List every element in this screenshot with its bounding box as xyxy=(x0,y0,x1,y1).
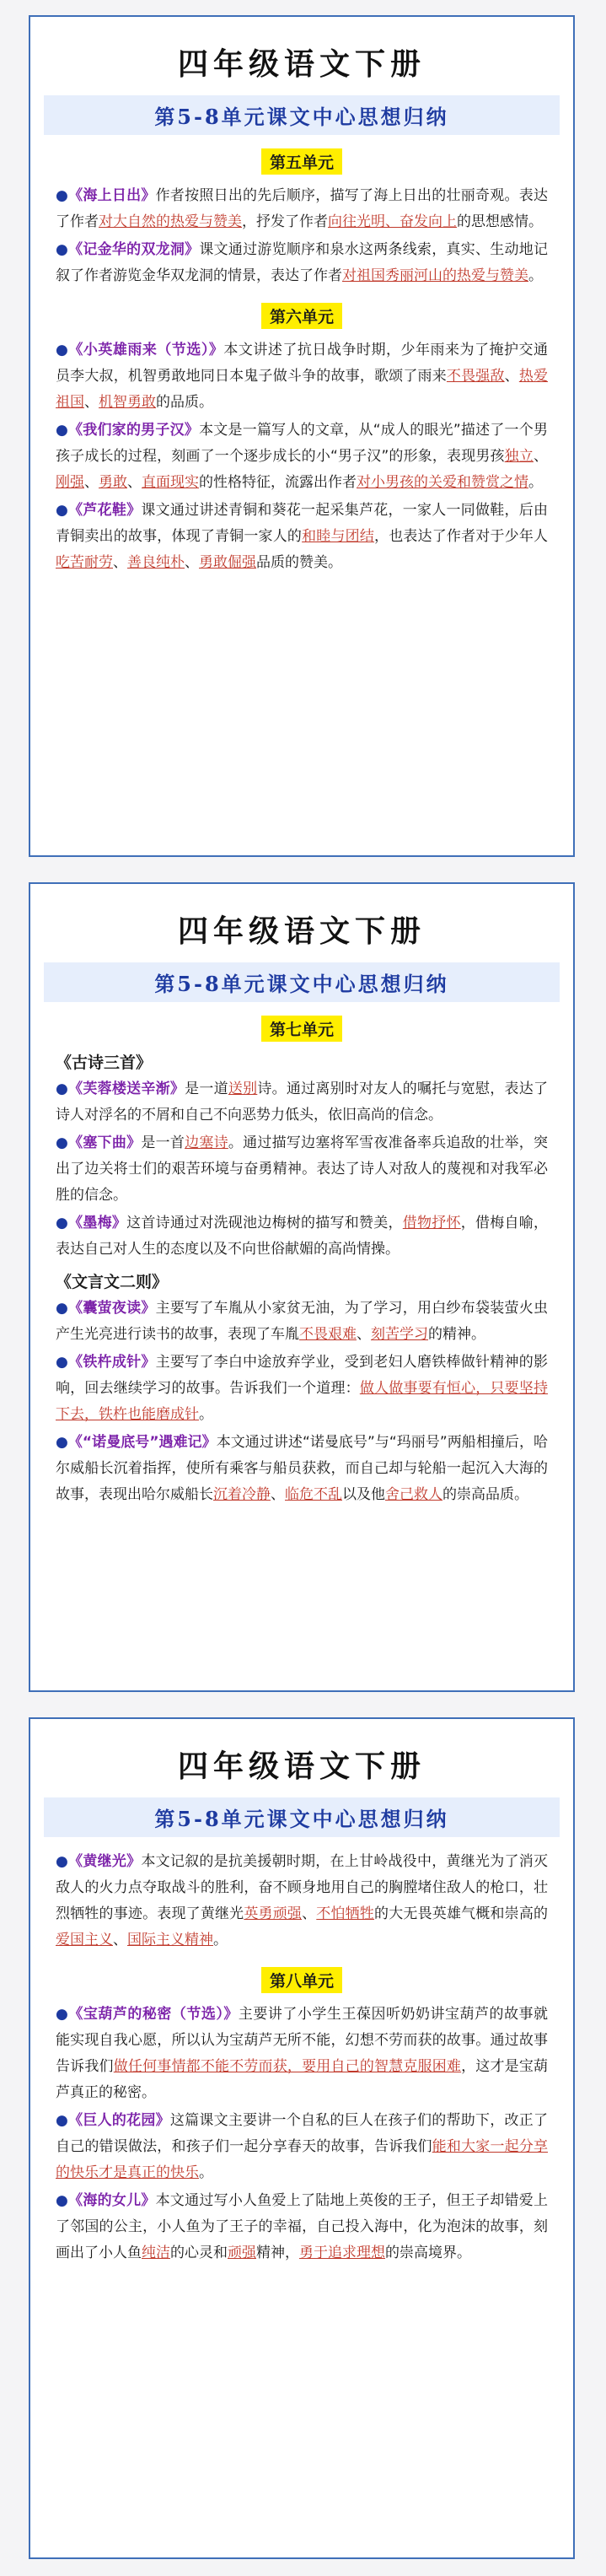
book-title: 《墨梅》 xyxy=(68,1215,127,1231)
summary-paragraph xyxy=(56,1210,548,1263)
body-text: 主要讲了小学生王葆因听奶奶讲宝葫芦的故事就能实现自我心愿，所以认为宝葫芦无所不能，幻想不劳而获的故事。通过故事告诉我们 xyxy=(56,2006,549,2075)
summary-paragraph xyxy=(56,337,548,416)
body-text: 诗。通过离别时对友人的嘱托与宽慰，表达了诗人对浮名的不屑和自己不向恶势力低头，依旧高尚的信念。 xyxy=(56,1081,549,1124)
summary-paragraph xyxy=(56,1350,548,1428)
highlight-phrase: 对祖国秀丽河山的热爱与赞美 xyxy=(342,267,528,284)
body-text: 本文记叙的是抗美援朝时期，在上甘岭战役中，黄继光为了消灭敌人的火力点夺取战斗的胜利，奋不顾身地用自己的胸膛堵住敌人的枪口，壮烈牺牲的事迹。表现了黄继光 xyxy=(56,1853,549,1922)
body-text: 、 xyxy=(127,474,142,491)
highlight-phrase: 英勇顽强 xyxy=(244,1905,303,1922)
book-title: 《黄继光》 xyxy=(68,1853,142,1870)
book-title: 《塞下曲》 xyxy=(68,1134,142,1151)
highlight-phrase: 独立 xyxy=(504,448,534,465)
body-text: 是一道 xyxy=(185,1081,228,1097)
unit-heading: 第六单元 xyxy=(261,303,342,329)
bullet-icon: ● xyxy=(56,1853,69,1870)
page-title: 四年级语文下册 xyxy=(177,1749,426,1784)
card-body xyxy=(56,1016,548,1508)
body-text: 、 xyxy=(504,368,519,385)
summary-paragraph xyxy=(56,2002,548,2106)
body-text: 、 xyxy=(84,474,99,491)
body-text: 本文讲述了抗日战争时期，少年雨来为了掩护交通员李大叔，机智勇敢地同日本鬼子做斗争的故事，歌颂了雨来 xyxy=(56,342,549,385)
bullet-icon: ● xyxy=(56,1215,69,1231)
book-title: 《铁杵成针》 xyxy=(68,1354,156,1371)
highlight-phrase: 和睦与团结 xyxy=(302,528,375,545)
book-title: 《巨人的花园》 xyxy=(68,2112,170,2129)
bullet-icon: ● xyxy=(56,2192,69,2209)
body-text: 。 xyxy=(199,2164,213,2181)
highlight-phrase: 不畏艰难 xyxy=(299,1326,357,1343)
unit-heading: 第五单元 xyxy=(261,148,342,175)
highlight-phrase: 做任何事情都不能不劳而获，要用自己的智慧克服困难 xyxy=(113,2058,462,2075)
body-text: 的崇高品质。 xyxy=(442,1486,528,1503)
highlight-phrase: 善良纯朴 xyxy=(127,554,185,571)
highlight-phrase: 借物抒怀 xyxy=(402,1215,461,1231)
body-text: 、 xyxy=(84,394,99,411)
bullet-icon: ● xyxy=(56,502,69,519)
card-1 xyxy=(29,15,575,857)
body-text: 的品质。 xyxy=(156,394,213,411)
book-title: 《囊萤夜读》 xyxy=(68,1300,156,1317)
body-text: 。 xyxy=(528,267,543,284)
highlight-phrase: 纯洁 xyxy=(142,2245,170,2261)
body-text: 的大无畏英雄气概和崇高的 xyxy=(374,1905,549,1922)
body-text: 主要写了李白中途放弃学业，受到老妇人磨铁棒做针精神的影响，回去继续学习的故事。告诉我们一个道理： xyxy=(56,1354,549,1397)
highlight-phrase: 吃苦耐劳 xyxy=(56,554,113,571)
body-text: 本文通过写小人鱼爱上了陆地上英俊的王子，但王子却错爱上了邻国的公主，小人鱼为了王子的幸福，自己投入海中，化为泡沫的故事，刻画出了小人鱼 xyxy=(56,2192,549,2261)
summary-paragraph xyxy=(56,1849,548,1954)
highlight-phrase: 直面现实 xyxy=(142,474,199,491)
highlight-phrase: 热爱祖国 xyxy=(56,368,549,411)
highlight-phrase: 爱国主义 xyxy=(56,1932,113,1948)
card-2 xyxy=(29,882,575,1692)
summary-paragraph xyxy=(56,237,548,289)
body-text: 、 xyxy=(113,1932,127,1948)
book-title: 《“诺曼底号”遇难记》 xyxy=(67,1434,217,1451)
body-text: ，也表达了作者对于少年人 xyxy=(374,528,549,545)
highlight-phrase: 沉着冷静 xyxy=(213,1486,271,1503)
body-text: 、 xyxy=(357,1326,371,1343)
page-subtitle: 第5-8单元课文中心思想归纳 xyxy=(44,962,560,1002)
body-text: 、 xyxy=(271,1486,285,1503)
bullet-icon: ● xyxy=(56,1300,69,1317)
unit-heading: 第八单元 xyxy=(261,1967,342,1993)
highlight-phrase: 向往光明、奋发向上 xyxy=(328,213,457,230)
body-text: ，这才是宝葫芦真正的秘密。 xyxy=(56,2058,549,2101)
summary-paragraph xyxy=(56,2188,548,2266)
highlight-phrase: 机智勇敢 xyxy=(99,394,156,411)
book-title: 《我们家的男子汉》 xyxy=(68,422,200,439)
highlight-phrase: 舍己救人 xyxy=(385,1486,442,1503)
body-text: 主要写了车胤从小家贫无油，为了学习，用白纱布袋装萤火虫产生光亮进行读书的故事，表现了车胤 xyxy=(56,1300,549,1343)
body-text: ，抒发了作者 xyxy=(242,213,328,230)
book-title: 《芦花鞋》 xyxy=(68,502,142,519)
book-title: 《小英雄雨来（节选）》 xyxy=(68,342,224,358)
page-subtitle: 第5-8单元课文中心思想归纳 xyxy=(44,1797,560,1837)
bullet-icon: ● xyxy=(56,187,69,204)
unit-heading: 第七单元 xyxy=(261,1016,342,1042)
summary-paragraph xyxy=(56,1130,548,1209)
summary-paragraph xyxy=(56,183,548,235)
highlight-phrase: 对小男孩的关爱和赞赏之情 xyxy=(357,474,528,491)
body-text: 课文通过游览顺序和泉水这两条线索，真实、生动地记叙了作者游览金华双龙洞的情景，表达了作者 xyxy=(56,241,549,284)
bullet-icon: ● xyxy=(56,2006,69,2023)
book-title: 《海上日出》 xyxy=(68,187,156,204)
highlight-phrase: 送别 xyxy=(228,1081,258,1097)
summary-paragraph xyxy=(56,498,548,576)
body-text: 本文通过讲述“诺曼底号”与“玛丽号”两船相撞后，哈尔威船长沉着指挥，使所有乘客与船员获救，而自己却与轮船一起沉入大海的故事，表现出哈尔威船长 xyxy=(56,1434,548,1503)
book-title: 《芙蓉楼送辛渐》 xyxy=(68,1081,185,1097)
body-text: 。通过描写边塞将军雪夜准备率兵追敌的壮举，突出了边关将士们的艰苦环境与奋勇精神。表达了诗人对敌人的蔑视和对我军必胜的信念。 xyxy=(56,1134,549,1204)
card-body xyxy=(56,148,548,576)
page-subtitle: 第5-8单元课文中心思想归纳 xyxy=(44,95,560,135)
body-text: 的心灵和 xyxy=(170,2245,228,2261)
highlight-phrase: 勇敢倔强 xyxy=(199,554,256,571)
body-text: 。 xyxy=(528,474,543,491)
highlight-phrase: 不怕牺牲 xyxy=(316,1905,375,1922)
page-title: 四年级语文下册 xyxy=(177,46,426,82)
highlight-phrase: 国际主义精神 xyxy=(127,1932,213,1948)
body-text: 、 xyxy=(185,554,199,571)
body-text: ，借梅自喻，表达自己对人生的态度以及不向世俗献媚的高尚情操。 xyxy=(56,1215,549,1258)
body-text: 的精神。 xyxy=(428,1326,485,1343)
highlight-phrase: 勇于追求理想 xyxy=(299,2245,385,2261)
body-text: 精神， xyxy=(256,2245,299,2261)
body-text: 是一首 xyxy=(141,1134,185,1151)
highlight-phrase: 刻苦学习 xyxy=(371,1326,428,1343)
body-text: 、 xyxy=(302,1905,317,1922)
highlight-phrase: 顽强 xyxy=(228,2245,256,2261)
highlight-phrase: 对大自然的热爱与赞美 xyxy=(99,213,242,230)
body-text: 本文是一篇写人的文章，从“成人的眼光”描述了一个男孩子成长的过程，刻画了一个逐步成长的小“男子汉”的形象，表现男孩 xyxy=(56,422,548,465)
bullet-icon: ● xyxy=(56,241,69,258)
card-body xyxy=(56,1849,548,2266)
bullet-icon: ● xyxy=(56,2112,69,2129)
summary-paragraph xyxy=(56,2108,548,2186)
highlight-phrase: 临危不乱 xyxy=(285,1486,342,1503)
section-heading: 《文言文二则》 xyxy=(56,1273,169,1291)
highlight-phrase: 能和大家一起分享的快乐才是真正的快乐 xyxy=(56,2138,549,2181)
body-text: 。 xyxy=(213,1932,228,1948)
bullet-icon: ● xyxy=(56,1434,68,1451)
body-text: 课文通过讲述青铜和葵花一起采集芦花，一家人一同做鞋，后由青铜卖出的故事，体现了青铜一家人的 xyxy=(56,502,549,545)
summary-paragraph xyxy=(56,1430,548,1508)
book-title: 《海的女儿》 xyxy=(68,2192,156,2209)
bullet-icon: ● xyxy=(56,1081,69,1097)
bullet-icon: ● xyxy=(56,422,69,439)
highlight-phrase: 勇敢 xyxy=(99,474,127,491)
body-text: 、 xyxy=(113,554,127,571)
body-text: 品质的赞美。 xyxy=(256,554,342,571)
highlight-phrase: 不畏强敌 xyxy=(446,368,505,385)
bullet-icon: ● xyxy=(56,1354,69,1371)
bullet-icon: ● xyxy=(56,1134,69,1151)
body-text: 作者按照日出的先后顺序，描写了海上日出的壮丽奇观。表达了作者 xyxy=(56,187,549,230)
bullet-icon: ● xyxy=(56,342,69,358)
body-text: 这篇课文主要讲一个自私的巨人在孩子们的帮助下，改正了自己的错误做法，和孩子们一起分享春天的故事，告诉我们 xyxy=(56,2112,549,2155)
book-title: 《宝葫芦的秘密（节选）》 xyxy=(68,2006,239,2023)
card-3 xyxy=(29,1717,575,2559)
body-text: 这首诗通过对洗砚池边梅树的描写和赞美， xyxy=(126,1215,403,1231)
body-text: 。 xyxy=(199,1406,213,1423)
highlight-phrase: 边塞诗 xyxy=(185,1134,228,1151)
section-heading: 《古诗三首》 xyxy=(56,1054,153,1072)
body-text: 以及他 xyxy=(342,1486,385,1503)
highlight-phrase: 刚强 xyxy=(56,474,84,491)
book-title: 《记金华的双龙洞》 xyxy=(68,241,200,258)
body-text: 、 xyxy=(534,448,548,465)
summary-paragraph xyxy=(56,1296,548,1348)
page-title: 四年级语文下册 xyxy=(177,913,426,949)
body-text: 的崇高境界。 xyxy=(385,2245,471,2261)
summary-paragraph xyxy=(56,1076,548,1129)
highlight-phrase: 做人做事要有恒心，只要坚持下去，铁杵也能磨成针 xyxy=(56,1380,549,1423)
body-text: 的思想感情。 xyxy=(457,213,543,230)
body-text: 的性格特征，流露出作者 xyxy=(199,474,357,491)
summary-paragraph xyxy=(56,418,548,496)
